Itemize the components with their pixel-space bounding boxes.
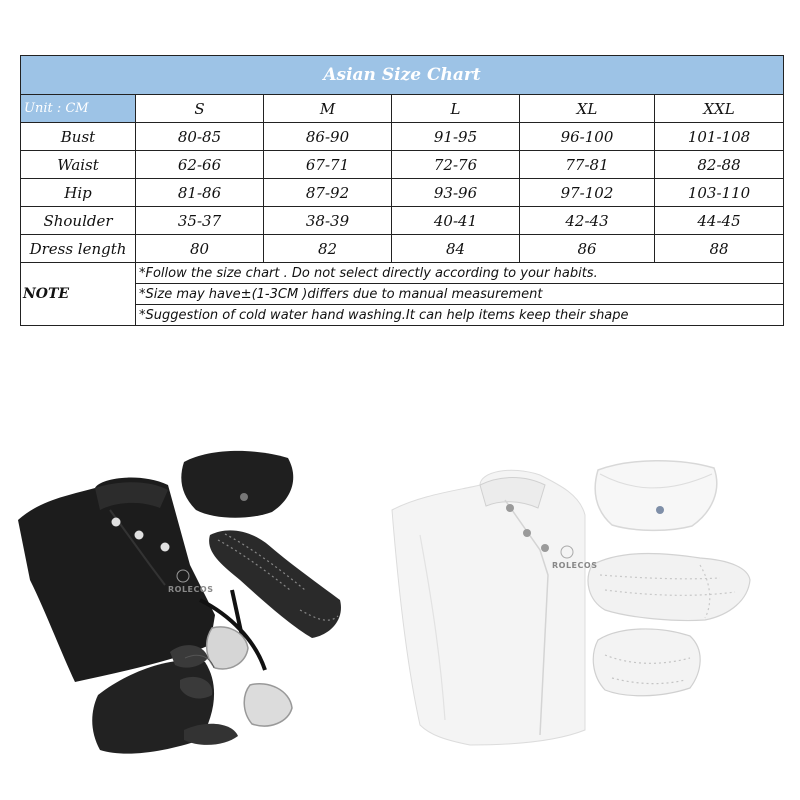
- button-icon: [541, 544, 549, 552]
- button-icon: [161, 543, 170, 552]
- size-header: M: [264, 95, 392, 123]
- size-header: XXL: [655, 95, 784, 123]
- row-label: Bust: [21, 123, 136, 151]
- table-cell: 86-90: [264, 123, 392, 151]
- table-cell: 96-100: [520, 123, 655, 151]
- note-row: [21, 305, 784, 326]
- table-row: [21, 235, 784, 263]
- table-cell: 62-66: [136, 151, 264, 179]
- table-cell: 86: [520, 235, 655, 263]
- chart-title: Asian Size Chart: [21, 56, 784, 95]
- table-cell: 42-43: [520, 207, 655, 235]
- table-row: [21, 123, 784, 151]
- note-label: NOTE: [21, 263, 136, 326]
- svg-text:ROLECOS: ROLECOS: [168, 585, 214, 594]
- table-cell: 81-86: [136, 179, 264, 207]
- garter-clip: [244, 684, 292, 726]
- table-cell: 101-108: [655, 123, 784, 151]
- note-text: *Size may have±(1-3CM )differs due to manual measurement: [136, 284, 784, 305]
- row-label: Dress length: [21, 235, 136, 263]
- note-row: [21, 263, 784, 284]
- size-header: L: [392, 95, 520, 123]
- table-cell: 93-96: [392, 179, 520, 207]
- table-cell: 38-39: [264, 207, 392, 235]
- size-header: S: [136, 95, 264, 123]
- table-cell: 87-92: [264, 179, 392, 207]
- table-cell: 82-88: [655, 151, 784, 179]
- note-text: *Follow the size chart . Do not select directly according to your habits.: [136, 263, 784, 284]
- button-icon: [112, 518, 121, 527]
- button-icon: [523, 529, 531, 537]
- table-cell: 80-85: [136, 123, 264, 151]
- table-row: [21, 151, 784, 179]
- table-cell: 82: [264, 235, 392, 263]
- white-lace-cuffs: [593, 629, 700, 696]
- size-chart-table: [20, 55, 784, 326]
- button-icon: [135, 531, 144, 540]
- button-icon: [506, 504, 514, 512]
- table-cell: 84: [392, 235, 520, 263]
- table-cell: 67-71: [264, 151, 392, 179]
- size-header: XL: [520, 95, 655, 123]
- black-lace-gloves: [209, 530, 341, 638]
- white-hat: [595, 461, 717, 531]
- table-row: [21, 179, 784, 207]
- note-row: [21, 284, 784, 305]
- unit-label: Unit : CM: [21, 95, 136, 123]
- table-cell: 35-37: [136, 207, 264, 235]
- table-cell: 97-102: [520, 179, 655, 207]
- note-text: *Suggestion of cold water hand washing.It can help items keep their shape: [136, 305, 784, 326]
- table-cell: 103-110: [655, 179, 784, 207]
- black-hat: [181, 451, 293, 518]
- table-cell: 44-45: [655, 207, 784, 235]
- table-cell: 77-81: [520, 151, 655, 179]
- table-cell: 91-95: [392, 123, 520, 151]
- white-costume-set: [392, 461, 750, 745]
- row-label: Hip: [21, 179, 136, 207]
- white-lace-gloves: [588, 554, 750, 621]
- table-cell: 88: [655, 235, 784, 263]
- chart-title-row: [21, 56, 784, 95]
- table-cell: 72-76: [392, 151, 520, 179]
- row-label: Shoulder: [21, 207, 136, 235]
- table-cell: 40-41: [392, 207, 520, 235]
- black-costume-set: [18, 451, 341, 754]
- white-top: [392, 470, 585, 745]
- size-header-row: [21, 95, 784, 123]
- table-cell: 80: [136, 235, 264, 263]
- row-label: Waist: [21, 151, 136, 179]
- product-photo: [0, 440, 800, 800]
- svg-text:ROLECOS: ROLECOS: [552, 561, 598, 570]
- table-row: [21, 207, 784, 235]
